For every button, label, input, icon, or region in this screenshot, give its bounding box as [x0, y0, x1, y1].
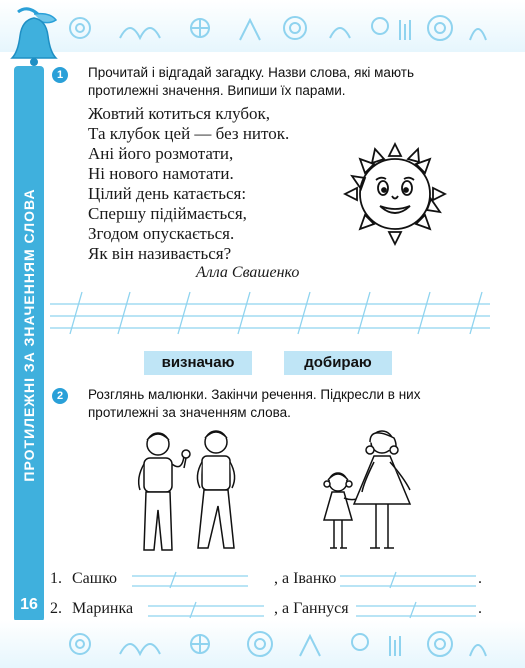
sentence-1-word-b: , а Іванко: [274, 570, 337, 587]
sentence-2-number: 2.: [50, 600, 62, 617]
poem-line: Жовтий котиться клубок,: [88, 104, 271, 123]
poem-line: Та клубок цей — без ниток.: [88, 124, 290, 143]
task-2-instruction-line-2: протилежні за значенням слова.: [88, 405, 291, 420]
task-2-instruction-line-1: Розглянь малюнки. Закінчи речення. Підкресли в них: [88, 387, 421, 402]
poem-line: Цілий день катається:: [88, 184, 247, 203]
writing-lines-task-1: [50, 290, 490, 340]
top-flowers-decor: [60, 10, 500, 46]
task-1-instruction-line-1: Прочитай і відгадай загадку. Назви слова, які мають: [88, 65, 414, 80]
poem-line: Як він називається?: [88, 244, 232, 263]
riddle-poem: [88, 104, 289, 264]
sun-illustration: [330, 124, 460, 264]
boys-illustration: [134, 428, 248, 554]
poem-author: Алла Свашенко: [196, 264, 300, 281]
poem-line: Спершу підіймається,: [88, 204, 247, 223]
bottom-flowers-decor: [60, 626, 500, 662]
task-2-badge: 2: [52, 388, 68, 404]
poem-line: Ані його розмотати,: [88, 144, 234, 163]
task-1-instruction-line-2: протилежні значення. Випиши їх парами.: [88, 83, 346, 98]
poem-line: Згодом опускається.: [88, 224, 235, 243]
poem-line: Ні нового намотати.: [88, 164, 234, 183]
sentence-1-end: .: [478, 570, 482, 587]
word-chip-vyznachayu: визначаю: [144, 351, 252, 375]
word-chip-dobyrayu: добираю: [284, 351, 392, 375]
side-title: ПРОТИЛЕЖНІ ЗА ЗНАЧЕННЯМ СЛОВА: [21, 188, 37, 482]
sentence-1-number: 1.: [50, 570, 62, 587]
bell-icon: [4, 4, 64, 68]
task-1-badge: 1: [52, 67, 68, 83]
sentence-2-word-a: Маринка: [72, 600, 134, 617]
page-number: 16: [20, 596, 38, 613]
sentence-2-word-b: , а Ганнуся: [274, 600, 349, 617]
sentence-2-end: .: [478, 600, 482, 617]
sentence-1-word-a: Сашко: [72, 570, 118, 587]
girls-illustration: [318, 428, 424, 554]
answer-lines-task-2: [130, 570, 482, 622]
